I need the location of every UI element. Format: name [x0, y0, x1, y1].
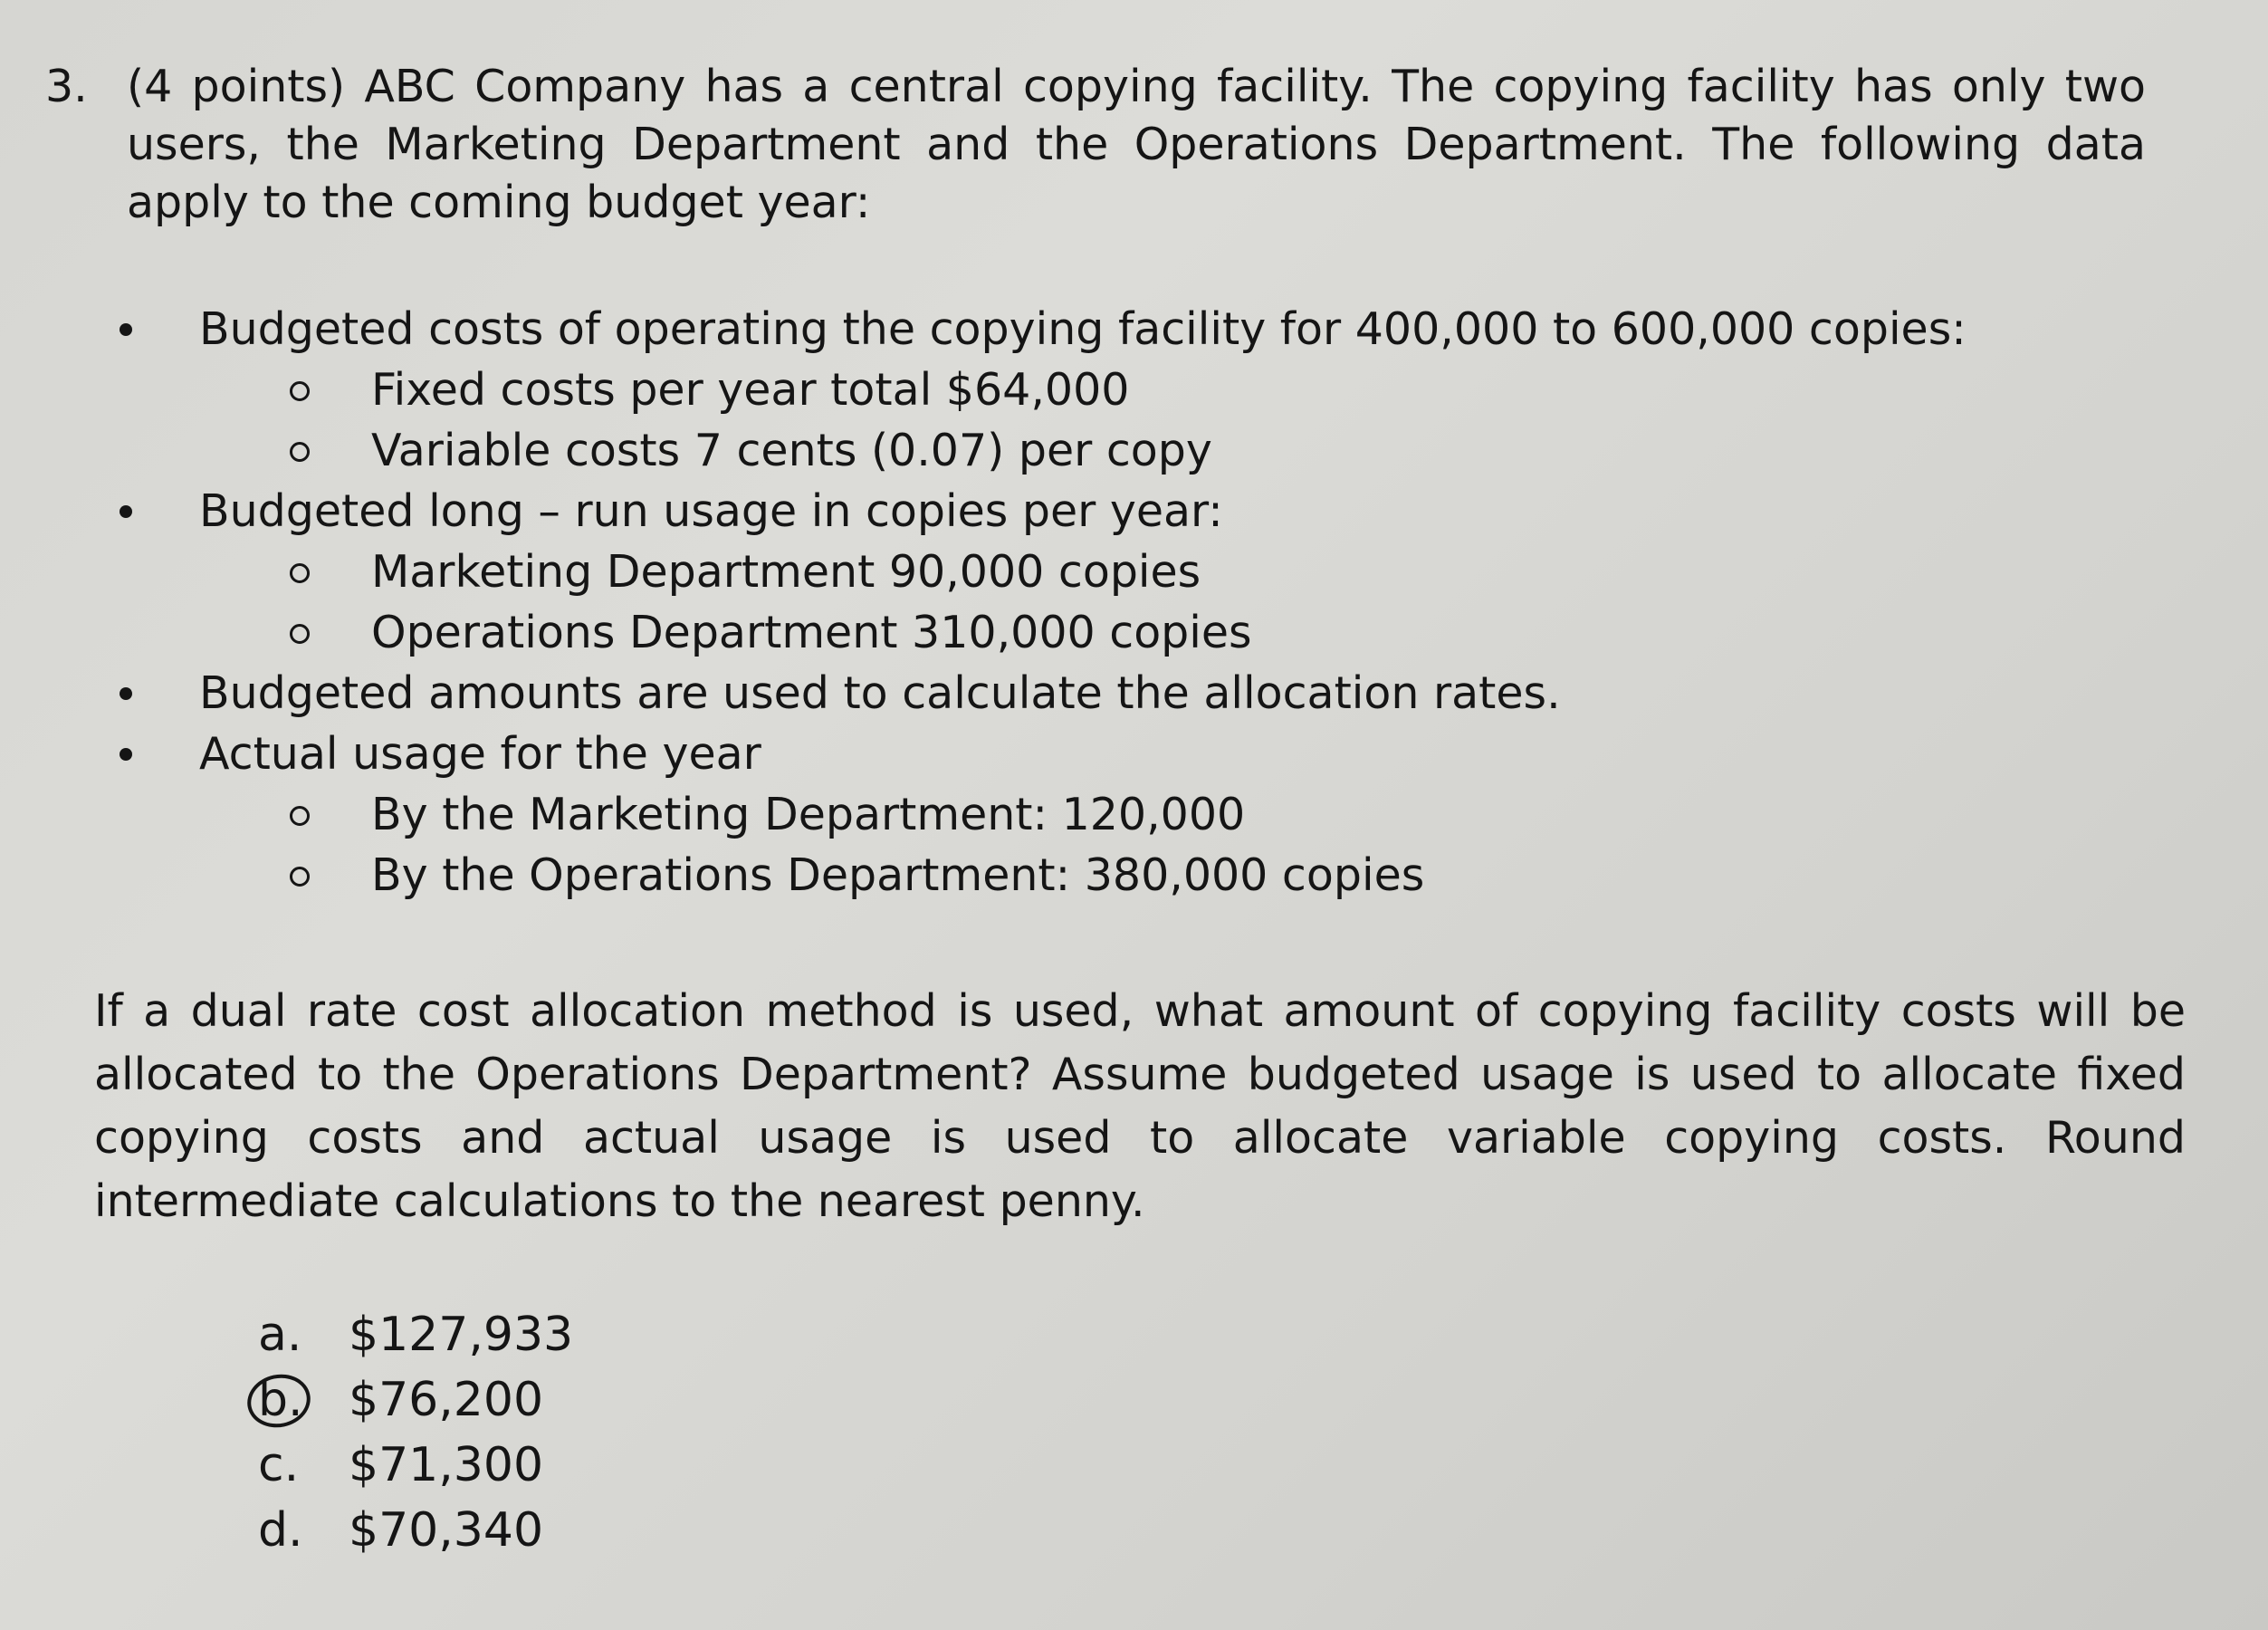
bullet-text: Budgeted costs of operating the copying facility for 400,000 to 600,000 copies:	[199, 303, 1967, 355]
choice-letter: b.	[258, 1373, 303, 1427]
question-number: 3.	[45, 61, 88, 112]
hollow-circle-icon	[290, 806, 310, 826]
sub-bullet-text: By the Operations Department: 380,000 copies	[371, 849, 1425, 901]
bullet-item	[118, 663, 1928, 724]
bullet-text: Actual usage for the year	[199, 728, 761, 780]
choice-value: $71,300	[349, 1438, 544, 1492]
hollow-circle-icon	[290, 442, 310, 462]
bullet-dot-icon	[120, 748, 132, 761]
choice-letter: a.	[258, 1308, 302, 1362]
bullet-item	[118, 481, 1928, 542]
hollow-circle-icon	[290, 624, 310, 644]
choice-value: $127,933	[349, 1308, 574, 1362]
bullet-item	[118, 724, 1928, 784]
question-prompt: If a dual rate cost allocation method is used, what amount of copying facility costs will be allocated to the Operations Department? Assume budgeted usage is used to allocate fixed copying costs and actual usage is used to allocate variable copying costs. Round intermediate calculations to the nearest penny.	[94, 985, 2186, 1227]
bullet-text: Budgeted long – run usage in copies per year:	[199, 485, 1223, 537]
choice-value: $70,340	[349, 1503, 544, 1558]
bullet-item	[118, 299, 1967, 360]
data-bullet-list	[118, 299, 1967, 906]
hollow-circle-icon	[290, 381, 310, 401]
choice-letter: d.	[258, 1503, 303, 1558]
sub-bullet-text: By the Marketing Department: 120,000	[371, 789, 1246, 840]
bullet-dot-icon	[120, 687, 132, 700]
sub-bullet-item	[118, 360, 1928, 420]
bullet-dot-icon	[120, 505, 132, 518]
bullet-text: Budgeted amounts are used to calculate the allocation rates.	[199, 667, 1561, 719]
sub-bullet-item	[118, 420, 1928, 481]
sub-bullet-text: Fixed costs per year total $64,000	[371, 364, 1130, 416]
sub-bullet-item	[118, 845, 1928, 906]
choice-value: $76,200	[349, 1373, 544, 1427]
sub-bullet-text: Marketing Department 90,000 copies	[371, 546, 1201, 598]
hollow-circle-icon	[290, 563, 310, 583]
sub-bullet-text: Variable costs 7 cents (0.07) per copy	[371, 425, 1212, 476]
hollow-circle-icon	[290, 867, 310, 887]
sub-bullet-item	[118, 784, 1928, 845]
choice-letter: c.	[258, 1438, 300, 1492]
bullet-dot-icon	[120, 323, 132, 336]
question-stem: (4 points) ABC Company has a central copying facility. The copying facility has only two users, the Marketing Department and the Operations Department. The following data apply to the coming budget year:	[127, 61, 2146, 228]
sub-bullet-item	[118, 542, 1928, 602]
sub-bullet-text: Operations Department 310,000 copies	[371, 607, 1252, 658]
sub-bullet-item	[118, 602, 1928, 663]
